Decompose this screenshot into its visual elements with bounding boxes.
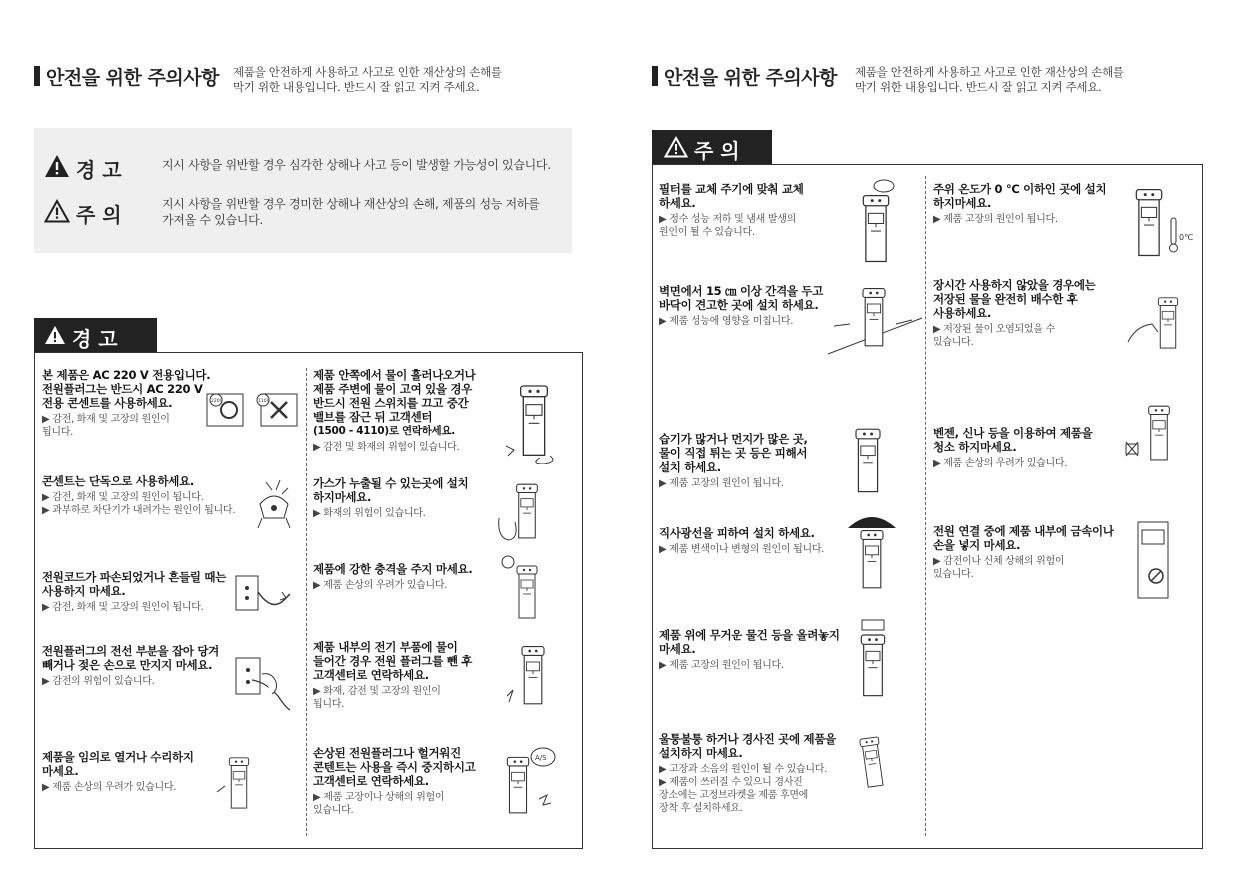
caution-item: 주위 온도가 0 ℃ 이하인 곳에 설치 하지마세요. ▶ 제품 고장의 원인이 됩니다. [933,182,1107,225]
caution-item: 벽면에서 15 ㎝ 이상 간격을 두고 바닥이 견고한 곳에 설치 하세요. ▶ 제품 성능에 영향을 미칩니다. [659,284,824,327]
multi-plug-icon [252,474,296,530]
legend-caution-text-1: 지시 사항을 위반할 경우 경미한 상해나 재산상의 손해, 제품의 성능 저하를 [162,197,540,211]
header-desc-line2: 막기 위한 내용입니다. 반드시 잘 읽고 지켜 주세요. [233,80,480,94]
heavy-object-icon [850,618,896,700]
caution-tab [652,130,772,165]
warning-icon [44,325,66,345]
humidity-dust-icon [845,418,891,496]
water-in-electrical-icon [505,640,557,710]
warning-item: 제품에 강한 충격을 주지 마세요. ▶ 제품 손상의 우려가 있습니다. [313,562,473,591]
uneven-floor-icon [848,730,900,788]
legend-caution-text-2: 가져올 수 있습니다. [162,213,263,227]
warning-item: 콘센트는 단독으로 사용하세요. ▶ 감전, 화재 및 고장의 원인이 됩니다. ▶ 과부하로 차단기가 내려가는 원인이 됩니다. [42,474,236,516]
caution-item: 장시간 사용하지 않았을 경우에는 저장된 물을 완전히 배수한 후 사용하세요. ▶ 저장된 물이 오염되었을 수 있습니다. [933,278,1096,348]
damaged-cord-icon [232,572,294,616]
warning-item: 손상된 전원플러그나 헐거워진 콘텐트는 사용을 즉시 중지하시고 고객센터로 연락하세요. ▶ 제품 고장이나 상해의 위험이 있습니다. [313,746,476,816]
no-metal-insertion-icon [1130,520,1176,600]
warning-tab [34,318,157,353]
direct-sunlight-icon [844,510,900,592]
caution-item: 벤젠, 신나 등을 이용하여 제품을 청소 하지마세요. ▶ 제품 손상의 우려가 있습니다. [933,426,1093,469]
voltage-label-220: 220V [211,399,223,404]
warning-tab-label: 경 고 [72,327,118,351]
header-bar [34,66,40,86]
page-title: 안전을 위한 주의사항 [46,67,219,89]
warning-item: 전원플러그의 전선 부분을 잡아 당겨 빼거나 젖은 손으로 만지지 마세요. ▶ 감전의 위험이 있습니다. [42,644,219,687]
filter-replace-icon [850,178,902,264]
impact-icon [500,552,554,622]
warning-icon [44,154,70,178]
temp-label: 0℃ [1179,233,1194,242]
warning-item: 제품 안쪽에서 물이 흘러나오거나 제품 주변에 물이 고여 있을 경우 반드시 전원 스위치를 끄고 중간 밸브를 잠근 뒤 고객센터 (1500 - 4110)로 연락하세요. ▶ 감전 및 화재의 위험이 있습니다. [313,368,476,453]
solvent-cleaning-icon [1122,398,1182,464]
warning-item: 가스가 누출될 수 있는곳에 설치 하지마세요. ▶ 화재의 위험이 있습니다. [313,476,469,519]
freezing-temp-icon [1125,178,1195,262]
header-desc-line2: 막기 위한 내용입니다. 반드시 잘 읽고 지켜 주세요. [855,80,1102,94]
header-bar [652,66,658,86]
header-desc-line1: 제품을 안전하게 사용하고 사고로 인한 재산상의 손해를 [855,65,1124,79]
caution-tab-label: 주 의 [694,139,740,163]
caution-item: 전원 연결 중에 제품 내부에 금속이나 손을 넣지 마세요. ▶ 감전이나 신체 상해의 위험이 있습니다. [933,524,1114,580]
as-label: A/S [535,754,547,762]
caution-item: 제품 위에 무거운 물건 등을 올려놓지 마세요. ▶ 제품 고장의 원인이 됩니다. [659,628,840,671]
caution-item: 직사광선을 피하여 설치 하세요. ▶ 제품 변색이나 변형의 원인이 됩니다. [659,526,825,555]
warning-item: 제품 내부의 전기 부품에 물이 들어간 경우 전원 플러그를 뺀 후 고객센터로 연락하세요. ▶ 화재, 감전 및 고장의 원인이 됩니다. [313,640,473,710]
legend-warning-label: 경 고 [76,158,122,182]
wet-hand-plug-icon [232,652,294,714]
column-divider [306,368,307,836]
voltage-label-110: 110V [258,399,270,404]
drain-water-icon [1122,290,1192,350]
service-call-icon [495,745,559,817]
caution-icon [44,199,70,223]
water-leak-purifier-icon [500,378,562,464]
wall-clearance-icon [826,278,926,358]
warning-item: 본 제품은 AC 220 V 전용입니다. 전원플러그는 반드시 AC 220 V 전용 콘센트를 사용하세요. ▶ 감전, 화재 및 고장의 원인이 됩니다. [42,368,211,438]
purifier-repair-icon [215,752,265,810]
outlet-voltage-icon [203,390,301,430]
warning-item: 전원코드가 파손되었거나 흔들릴 때는 사용하지 마세요. ▶ 감전, 화재 및 고장의 원인이 됩니다. [42,570,227,613]
warning-item: 제품을 임의로 열거나 수리하지 마세요. ▶ 제품 손상의 우려가 있습니다. [42,750,194,793]
legend-caution-label: 주 의 [76,203,122,227]
legend-box [34,128,572,253]
caution-item: 습기가 많거나 먼지가 많은 곳, 물이 직접 튀는 곳 등은 피해서 설치 하세요. ▶ 제품 고장의 원인이 됩니다. [659,432,808,489]
column-divider [925,176,926,836]
caution-item: 울퉁불퉁 하거나 경사진 곳에 제품을 설치하지 마세요. ▶ 고장과 소음의 원인이 될 수 있습니다. ▶ 제품이 쓰러질 수 있으니 경사진 장소에는 고정브라켓을 제품 후면에 장착 후 설치하세요. [659,732,836,814]
caution-item: 필터를 교체 주기에 맞춰 교체 하세요. ▶ 정수 성능 저하 및 냄새 발생의 원인이 될 수 있습니다. [659,182,804,238]
header-desc-line1: 제품을 안전하게 사용하고 사고로 인한 재산상의 손해를 [233,65,502,79]
page-title: 안전을 위한 주의사항 [664,67,837,89]
gas-leak-icon [495,478,553,542]
caution-icon [664,136,688,158]
legend-warning-text: 지시 사항을 위반할 경우 심각한 상해나 사고 등이 발생할 가능성이 있습니다. [162,158,551,172]
